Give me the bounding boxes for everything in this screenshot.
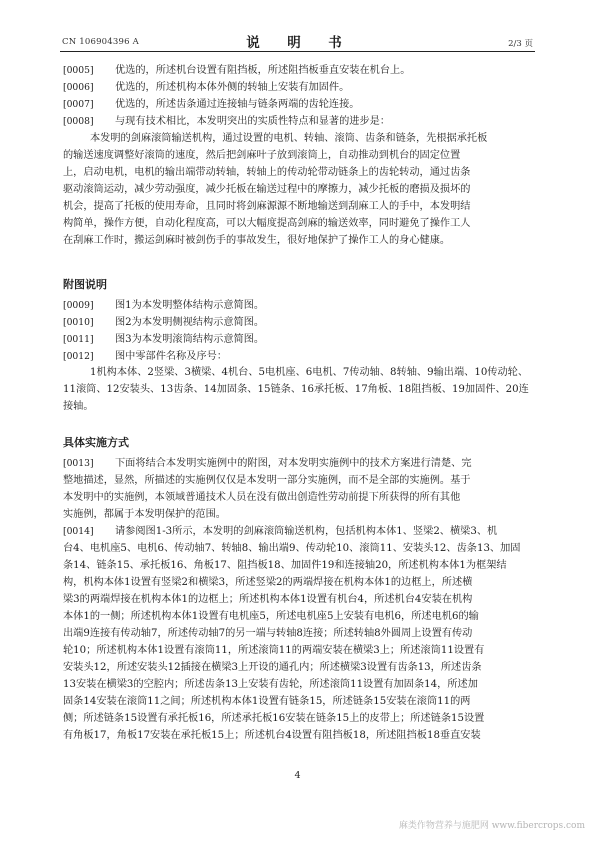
line-text: 有角板17，角板17安装在承托板15上；所述机台4设置有阻挡板18，所述阻挡板18垂直安装 <box>63 730 481 741</box>
text-line <box>63 398 533 415</box>
text-line <box>63 130 533 147</box>
section-title-figures: 附图说明 <box>63 278 107 291</box>
line-text: 11滚筒、12安装头、13齿条、14加固条、15链条、16承托板、17角板、18阻挡板、19加固件、20连 <box>63 384 529 395</box>
text-line <box>63 198 533 215</box>
text-line <box>63 523 533 540</box>
text-line <box>63 164 533 181</box>
line-text: 驱动滚筒运动，减少劳动强度，减少托板在输送过程中的摩擦力，减少托板的磨损及损坏的 <box>63 184 471 195</box>
text-line <box>63 693 533 710</box>
line-text: 的输送速度调整好滚筒的速度，然后把剑麻叶子放到滚筒上，自动推动到机台的固定位置 <box>63 150 461 161</box>
paragraph-text: 优选的，所述机台设置有阻挡板，所述阻挡板垂直安装在机台上。 <box>115 65 411 76</box>
text-line <box>63 364 533 381</box>
text-line <box>63 147 533 164</box>
line-text: 请参阅图1-3所示，本发明的剑麻滚筒输送机构，包括机构本体1、竖梁2、横梁3、机 <box>115 526 498 537</box>
paragraph-number: [0006] <box>63 82 94 93</box>
paragraph-number: [0010] <box>63 317 94 328</box>
text-line <box>63 232 533 249</box>
paragraph-number: [0012] <box>63 351 94 362</box>
line-text: 实施例，都属于本发明保护的范围。 <box>63 509 226 520</box>
text-line <box>63 574 533 591</box>
line-text: 固条14安装在滚筒11之间；所述机构本体1设置有链条15，所述链条15安装在滚筒11的两 <box>63 696 471 707</box>
paragraph-number: [0008] <box>63 116 94 127</box>
line-text: 本发明的剑麻滚筒输送机构，通过设置的电机、转轴、滚筒、齿条和链条，先根据承托板 <box>90 133 488 144</box>
line-text: 构简单，操作方便，自动化程度高，可以大幅度提高剑麻的输送效率，同时避免了操作工人 <box>63 218 471 229</box>
text-line <box>63 676 533 693</box>
header-divider <box>60 51 535 52</box>
line-text: 出端9连接有传动轴7，所述传动轴7的另一端与转轴8连接；所述转轴8外圆周上设置有传动 <box>63 628 473 639</box>
text-line <box>63 181 533 198</box>
line-text: 接轴。 <box>63 401 94 412</box>
paragraph-text: 图1为本发明整体结构示意简图。 <box>115 300 265 311</box>
paragraph-text: 图中零部件名称及序号： <box>115 351 228 362</box>
document-title: 说 明 书 <box>246 35 349 51</box>
line-text: 下面将结合本发明实施例中的附图，对本发明实施例中的技术方案进行清楚、完 <box>115 458 472 469</box>
paragraph-0007 <box>63 96 533 113</box>
text-line <box>63 608 533 625</box>
page-indicator: 2/3 页 <box>508 39 533 49</box>
paragraph-number: [0005] <box>63 65 94 76</box>
paragraph-0010 <box>63 314 533 331</box>
paragraph-number: [0009] <box>63 300 94 311</box>
line-text: 梁3的两端焊接在机构本体1的边框上；所述机构本体1设置有机台4，所述机台4安装在机构 <box>63 594 473 605</box>
line-text: 侧；所述链条15设置有承托板16，所述承托板16安装在链条15上的皮带上；所述链条15设置 <box>63 713 485 724</box>
line-text: 整地描述，显然，所描述的实施例仅仅是本发明一部分实施例，而不是全部的实施例。基于 <box>63 475 471 486</box>
text-line <box>63 489 533 506</box>
line-text: 条14、链条15、承托板16、角板17、阻挡板18、加固件19和连接轴20，所述机构本体1为框架结 <box>63 560 507 571</box>
paragraph-0006 <box>63 79 533 96</box>
paragraph-text: 优选的，所述机构本体外侧的转轴上安装有加固件。 <box>115 82 350 93</box>
document-number: CN 106904396 A <box>62 37 139 47</box>
line-text: 13安装在横梁3的空腔内；所述齿条13上安装有齿轮，所述滚筒11设置有加固条14，所述加 <box>63 679 478 690</box>
line-text: 机会，提高了托板的使用寿命，且同时将剑麻源源不断地输送到刮麻工人的手中，本发明结 <box>63 201 471 212</box>
text-line <box>63 625 533 642</box>
text-line <box>63 506 533 523</box>
paragraph-text: 图2为本发明侧视结构示意简图。 <box>115 317 265 328</box>
paragraph-number: [0011] <box>63 334 94 345</box>
text-line <box>63 540 533 557</box>
line-text: 在刮麻工作时，搬运剑麻时被剑伤手的事故发生，很好地保护了操作工人的身心健康。 <box>63 235 451 246</box>
paragraph-text: 优选的，所述齿条通过连接轴与链条两端的齿轮连接。 <box>115 99 360 110</box>
paragraph-0011 <box>63 331 533 348</box>
text-line <box>63 710 533 727</box>
paragraph-text: 与现有技术相比，本发明突出的实质性特点和显著的进步是： <box>115 116 391 127</box>
paragraph-0009 <box>63 297 533 314</box>
text-line <box>63 727 533 744</box>
text-line <box>63 659 533 676</box>
paragraph-number: [0014] <box>63 526 94 537</box>
line-text: 台4、电机座5、电机6、传动轴7、转轴8、输出端9、传动轮10、滚筒11、安装头12、齿条13、加固 <box>63 543 521 554</box>
text-line <box>63 591 533 608</box>
line-text: 轮10；所述机构本体1设置有滚筒11，所述滚筒11的两端安装在横梁3上；所述滚筒11设置有 <box>63 645 485 656</box>
text-line <box>63 215 533 232</box>
page-number: 4 <box>294 770 301 781</box>
line-text: 安装头12，所述安装头12插接在横梁3上开设的通孔内；所述横梁3设置有齿条13，所述齿条 <box>63 662 482 673</box>
line-text: 本发明中的实施例，本领域普通技术人员在没有做出创造性劳动前提下所获得的所有其他 <box>63 492 461 503</box>
page-header <box>0 0 595 52</box>
paragraph-0005 <box>63 62 533 79</box>
watermark: 麻类作物营养与施肥网 www.fibercrops.com <box>398 821 585 831</box>
text-line <box>63 472 533 489</box>
paragraph-text: 图3为本发明滚筒结构示意简图。 <box>115 334 265 345</box>
text-line <box>63 381 533 398</box>
paragraph-0012 <box>63 348 533 365</box>
paragraph-0008 <box>63 113 533 130</box>
paragraph-number: [0007] <box>63 99 94 110</box>
text-line <box>63 557 533 574</box>
text-line <box>63 642 533 659</box>
line-text: 1机构本体、2竖梁、3横梁、4机台、5电机座、6电机、7传动轴、8转轴、9输出端、10传动轮、 <box>90 367 529 378</box>
text-line <box>63 455 533 472</box>
section-title-embodiment: 具体实施方式 <box>63 436 129 449</box>
line-text: 构，机构本体1设置有竖梁2和横梁3，所述竖梁2的两端焊接在机构本体1的边框上，所述横 <box>63 577 473 588</box>
line-text: 本体1的一侧；所述机构本体1设置有电机座5，所述电机座5上安装有电机6，所述电机6的输 <box>63 611 479 622</box>
line-text: 上，启动电机，电机的输出端带动转轴，转轴上的传动轮带动链条上的齿轮转动，通过齿条 <box>63 167 471 178</box>
paragraph-number: [0013] <box>63 458 94 469</box>
